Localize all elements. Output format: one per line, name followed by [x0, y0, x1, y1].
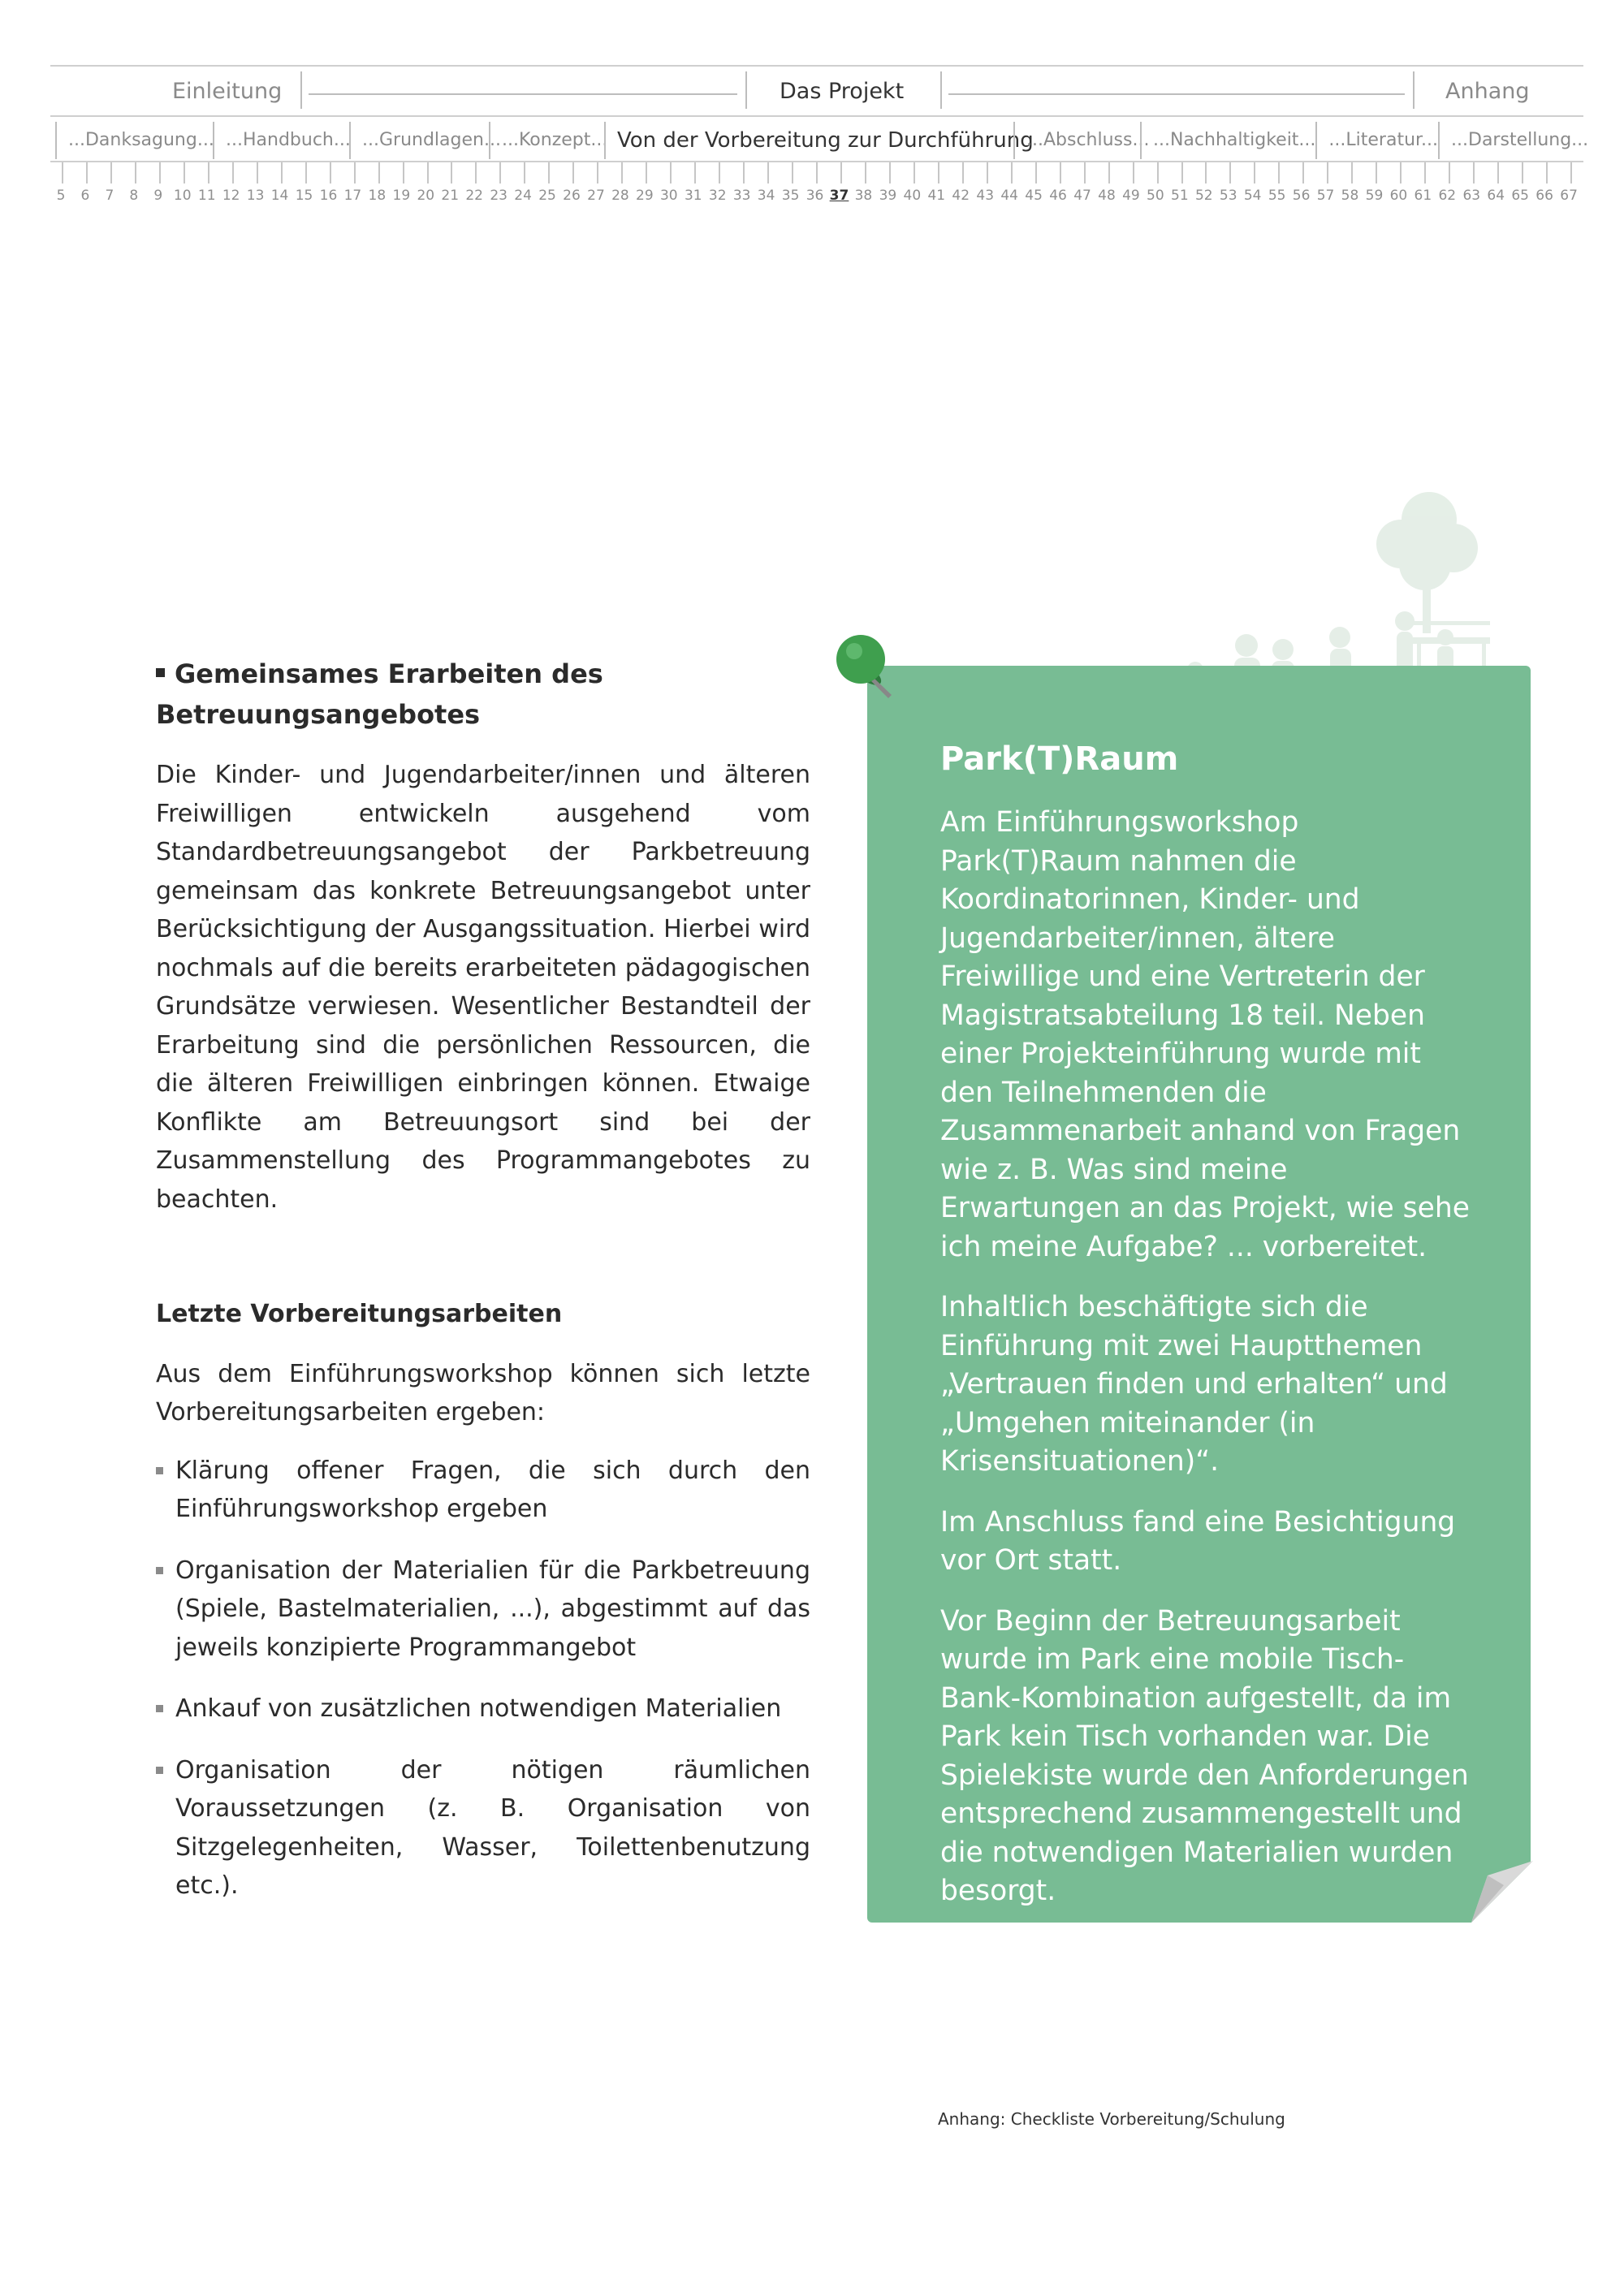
ruler-tick [1205, 162, 1207, 183]
main-text-column [156, 654, 810, 1928]
ruler-tick [719, 162, 720, 183]
page-number[interactable]: 42 [952, 188, 970, 204]
page-number[interactable]: 37 [829, 188, 849, 204]
page-ruler [50, 162, 1583, 183]
ruler-tick [987, 162, 988, 183]
ruler-tick [184, 162, 185, 183]
ruler-tick [1449, 162, 1450, 183]
card-paragraph: Inhaltlich beschäftigte sich die Einführung mit zwei Hauptthemen „Vertrauen finden und erhalten“ und „Umgehen miteinander (in Krisensituationen)“. [940, 1291, 1448, 1478]
page-number[interactable]: 10 [173, 188, 192, 204]
ruler-tick [208, 162, 209, 183]
page-number[interactable]: 8 [129, 188, 139, 204]
page-number[interactable]: 26 [563, 188, 581, 204]
ruler-tick [621, 162, 623, 183]
page-number[interactable]: 23 [490, 188, 508, 204]
page-number[interactable]: 38 [854, 188, 873, 204]
section-tab-das-projekt[interactable]: Das Projekt [780, 79, 905, 104]
ruler-tick [1060, 162, 1061, 183]
section-heading-text: Gemeinsames Erarbeiten des Betreuungsangebotes [156, 658, 603, 730]
page-number[interactable]: 64 [1487, 188, 1505, 204]
page-number[interactable]: 22 [465, 188, 483, 204]
page-curl-icon [1471, 1861, 1533, 1923]
lead-paragraph: Aus dem Einführungsworkshop können sich letzte Vorbereitungsarbeiten ergeben: [156, 1359, 810, 1426]
chapter-tab-abschluss[interactable]: ...Abschluss... [1013, 122, 1140, 159]
ruler-tick [670, 162, 672, 183]
page-number[interactable]: 33 [732, 188, 751, 204]
page-number[interactable]: 18 [368, 188, 387, 204]
page-number[interactable]: 40 [903, 188, 922, 204]
page-number[interactable]: 44 [1000, 188, 1018, 204]
page-number[interactable]: 11 [197, 188, 216, 204]
page-number[interactable]: 15 [295, 188, 313, 204]
page-number[interactable]: 63 [1462, 188, 1481, 204]
ruler-tick [1327, 162, 1328, 183]
ruler-tick [499, 162, 501, 183]
ruler-tick [159, 162, 161, 183]
page-number[interactable]: 46 [1049, 188, 1067, 204]
page-number[interactable]: 31 [684, 188, 702, 204]
page-number[interactable]: 24 [514, 188, 532, 204]
chapter-tab-danksagung[interactable]: ...Danksagung... [55, 122, 213, 159]
ruler-tick [1497, 162, 1499, 183]
section-divider [1413, 71, 1415, 109]
chapter-tab-grundlagen[interactable]: ...Grundlagen... [349, 122, 489, 159]
page-number[interactable]: 7 [105, 188, 114, 204]
chapter-tab-darstellung[interactable]: ...Darstellung... [1438, 122, 1588, 159]
page-number[interactable]: 53 [1219, 188, 1237, 204]
page-number[interactable]: 27 [587, 188, 605, 204]
page-number[interactable]: 14 [270, 188, 289, 204]
page-number[interactable]: 51 [1171, 188, 1189, 204]
ruler-tick [1035, 162, 1037, 183]
chapter-tab-handbuch[interactable]: ...Handbuch... [213, 122, 349, 159]
ruler-tick [548, 162, 550, 183]
ruler-tick [1133, 162, 1134, 183]
card-paragraph: Am Einführungsworkshop Park(T)Raum nahmen die Koordinatorinnen, Kinder- und Jugendarbeiter/innen, ältere Freiwillige und eine Vertreterin der Magistratsabteilung 18 teil. Neben einer Projekteinführung wurde mit den Teilnehmenden die Zusammenarbeit anhand von Fragen wie z. B. Was sind meine Erwartungen an das Projekt, wie sehe ich meine Aufgabe? ... vorbereitet. [940, 806, 1470, 1263]
page-numbers [49, 188, 1583, 204]
section-heading [156, 654, 810, 735]
ruler-tick [1084, 162, 1086, 183]
page-number[interactable]: 47 [1073, 188, 1091, 204]
ruler-tick [743, 162, 745, 183]
page-number[interactable]: 54 [1243, 188, 1262, 204]
ruler-tick [1351, 162, 1353, 183]
page-number[interactable]: 67 [1560, 188, 1578, 204]
ruler-tick [572, 162, 574, 183]
page-number[interactable]: 32 [708, 188, 727, 204]
section-divider [300, 71, 302, 109]
chapter-tab-literatur[interactable]: ...Literatur... [1315, 122, 1438, 159]
section-divider [940, 71, 942, 109]
ruler-tick [597, 162, 598, 183]
ruler-tick [378, 162, 380, 183]
page-number[interactable]: 60 [1389, 188, 1408, 204]
ruler-tick [1522, 162, 1523, 183]
ruler-tick [62, 162, 63, 183]
page-number[interactable]: 61 [1414, 188, 1432, 204]
page-number[interactable]: 52 [1194, 188, 1213, 204]
ruler-tick [281, 162, 283, 183]
ruler-tick [767, 162, 769, 183]
ruler-tick [1376, 162, 1377, 183]
page-number[interactable]: 35 [781, 188, 800, 204]
page-number[interactable]: 29 [636, 188, 654, 204]
chapter-tab-nachhaltigkeit[interactable]: ...Nachhaltigkeit... [1140, 122, 1315, 159]
chapter-tabs [55, 122, 1589, 159]
ruler-tick [403, 162, 404, 183]
ruler-tick [1229, 162, 1231, 183]
nav-middle-rule [50, 115, 1583, 117]
page-number[interactable]: 66 [1535, 188, 1553, 204]
ruler-tick [1546, 162, 1548, 183]
page-number[interactable]: 6 [80, 188, 90, 204]
page-number[interactable]: 59 [1365, 188, 1384, 204]
page-number[interactable]: 65 [1511, 188, 1529, 204]
card-body [940, 804, 1476, 1933]
ruler-tick [135, 162, 136, 183]
card-title: Park(T)Raum [940, 740, 1179, 778]
ruler-tick [889, 162, 891, 183]
page-number[interactable]: 16 [319, 188, 338, 204]
ruler-tick [257, 162, 258, 183]
page-number[interactable]: 34 [757, 188, 775, 204]
ruler-tick [1011, 162, 1013, 183]
section-line [948, 93, 1405, 95]
list-item: Organisation der Materialien für die Parkbetreuung (Spiele, Bastelmaterialien, ...), abgestimmt auf das jeweils konzipierte Programmangebot [156, 1552, 810, 1668]
page-number[interactable]: 39 [879, 188, 897, 204]
page-number[interactable]: 49 [1122, 188, 1140, 204]
page-number[interactable]: 41 [927, 188, 946, 204]
ruler-tick [792, 162, 793, 183]
page-number[interactable]: 58 [1341, 188, 1359, 204]
ruler-tick [938, 162, 939, 183]
ruler-tick [1570, 162, 1572, 183]
chapter-tab-konzept[interactable]: ...Konzept... [489, 122, 604, 159]
page-number[interactable]: 21 [441, 188, 460, 204]
section-divider [745, 71, 747, 109]
ruler-tick [1108, 162, 1110, 183]
page-number[interactable]: 36 [806, 188, 824, 204]
ruler-tick [110, 162, 112, 183]
ruler-tick [86, 162, 88, 183]
info-card-parktraum [867, 666, 1531, 1923]
page-number[interactable]: 45 [1025, 188, 1043, 204]
preparation-list [156, 1452, 810, 1905]
page-number[interactable]: 50 [1147, 188, 1164, 204]
ruler-tick [305, 162, 307, 183]
page-number[interactable]: 55 [1268, 188, 1286, 204]
ruler-tick [232, 162, 234, 183]
page-number[interactable]: 56 [1292, 188, 1311, 204]
ruler-tick [1424, 162, 1426, 183]
page-number[interactable]: 57 [1316, 188, 1335, 204]
nav-top-rule [50, 65, 1583, 67]
page-number[interactable]: 43 [976, 188, 995, 204]
page-number[interactable]: 62 [1438, 188, 1457, 204]
ruler-tick [1157, 162, 1159, 183]
footer-note: Anhang: Checkliste Vorbereitung/Schulung [938, 2109, 1285, 2129]
page-number[interactable]: 28 [611, 188, 629, 204]
ruler-tick [1473, 162, 1475, 183]
page-number[interactable]: 17 [343, 188, 362, 204]
section-tab-anhang[interactable]: Anhang [1445, 79, 1530, 104]
ruler-tick [1400, 162, 1402, 183]
ruler-tick [451, 162, 452, 183]
heading-bullet-icon [156, 668, 165, 677]
ruler-tick [1254, 162, 1255, 183]
ruler-tick [816, 162, 818, 183]
section-line [309, 93, 737, 95]
page-number[interactable]: 25 [538, 188, 556, 204]
page-number[interactable]: 12 [222, 188, 240, 204]
ruler-tick [914, 162, 915, 183]
pushpin-icon [827, 627, 908, 708]
ruler-tick [524, 162, 525, 183]
card-paragraph: Vor Beginn der Betreuungsarbeit wurde im Park eine mobile Tisch-Bank-Kombination aufgestellt, da im Park kein Tisch vorhanden war. Die Spielekiste wurde den Anforderungen entsprechend zusammengestellt und die notwendigen Materialien wurden besorgt. [940, 1604, 1469, 1907]
list-item: Klärung offener Fragen, die sich durch den Einführungsworkshop ergeben [156, 1452, 810, 1529]
ruler-tick [694, 162, 696, 183]
ruler-tick [962, 162, 964, 183]
page-number[interactable]: 9 [153, 188, 163, 204]
page-number[interactable]: 30 [659, 188, 678, 204]
ruler-tick [475, 162, 477, 183]
ruler-tick [1181, 162, 1183, 183]
card-paragraph: Im Anschluss fand eine Besichtigung vor Ort statt. [940, 1505, 1456, 1577]
subheading: Letzte Vorbereitungsarbeiten [156, 1300, 563, 1328]
chapter-tab-vorbereitung[interactable]: Von der Vorbereitung zur Durchführung [604, 122, 1013, 159]
page-number[interactable]: 13 [246, 188, 265, 204]
ruler-tick [1302, 162, 1304, 183]
section-tab-einleitung[interactable]: Einleitung [172, 79, 283, 104]
intro-paragraph: Die Kinder- und Jugendarbeiter/innen und älteren Freiwilligen entwickeln ausgehend vom Standardbetreuungsangebot der Parkbetreuung gemeinsam das konkrete Betreuungsangebot unter Berücksichtigung der Ausgangssituation. Hierbei wird nochmals auf die bereits erarbeiteten pädagogischen Grundsätze verwiesen. Wesentlicher Bestandteil der Erarbeitung sind die persönlichen Ressourcen, die die älteren Freiwilligen einbringen können. Etwaige Konflikte am Betreuungsort sind bei der Zusammenstellung des Programmangebotes zu beachten. [156, 761, 810, 1214]
ruler-tick [330, 162, 331, 183]
page-number[interactable]: 19 [392, 188, 411, 204]
ruler-tick [865, 162, 866, 183]
list-item: Organisation der nötigen räumlichen Voraussetzungen (z. B. Organisation von Sitzgelegenheiten, Wasser, Toilettenbenutzung etc.). [156, 1751, 810, 1905]
ruler-tick [427, 162, 429, 183]
list-item: Ankauf von zusätzlichen notwendigen Materialien [156, 1690, 810, 1728]
page-number[interactable]: 20 [417, 188, 435, 204]
ruler-tick [354, 162, 356, 183]
ruler-tick [1278, 162, 1280, 183]
page-number[interactable]: 5 [56, 188, 66, 204]
page-number[interactable]: 48 [1098, 188, 1116, 204]
ruler-tick [646, 162, 647, 183]
ruler-tick [840, 162, 842, 183]
